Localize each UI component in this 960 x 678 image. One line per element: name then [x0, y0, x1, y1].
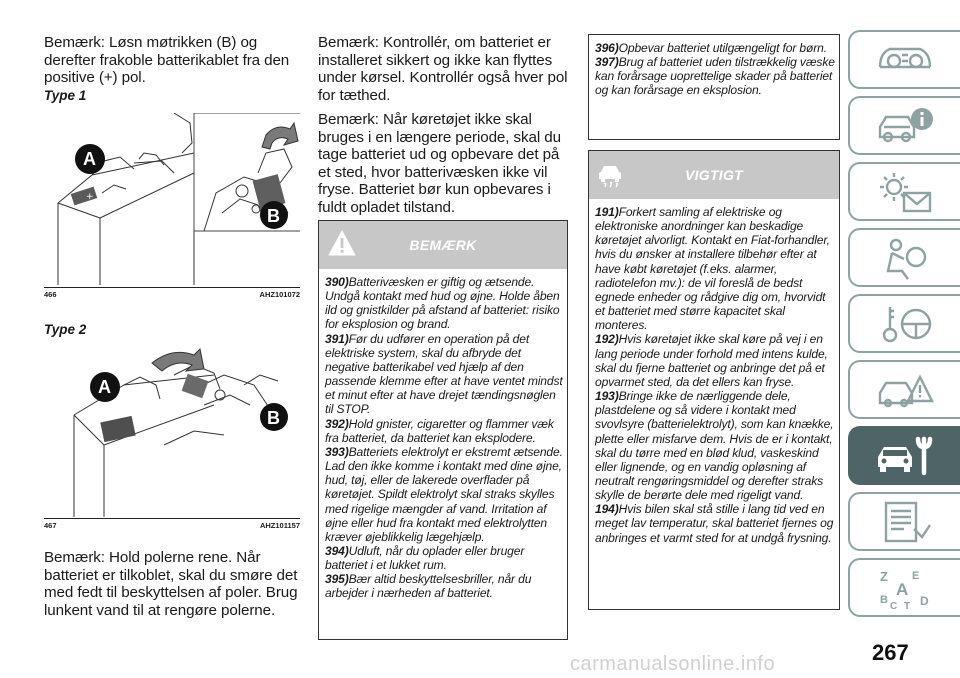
- continued-note-body: [589, 35, 839, 98]
- tab-specifications[interactable]: [848, 492, 960, 551]
- watermark: carmanualsonline.info: [570, 653, 776, 675]
- note-box-title: BEMÆRK: [409, 237, 477, 253]
- type2-heading: Type 2: [44, 322, 87, 337]
- important-item: 193)Bringe ikke de nærliggende dele, plastdelene og så videre i kontakt med svovlsyre (batterielektrolyt), som kan knække, plette eller misfarve dem. Hvis de er i kontakt, skal du tørre med en blød klud, vaskeskind eller lignende, og en vandig opløsning af neutralt rengøringsmiddel og derefter straks skylle de berørte dele med rigeligt vand.: [595, 389, 834, 503]
- note-item: 391)Før du udfører en operation på det elektriske system, skal du afbryde det negative batterikabel ved hjælp af den passende klemme efter at have ventet mindst et minut efter at have drejet tændingsnøglen til STOP.: [325, 331, 563, 417]
- important-box-header: [589, 151, 839, 199]
- paragraph-secure-battery: Bemærk: Kontrollér, om batteriet er installeret sikkert og ikke kan flyttes under kørsel. Kontrollér også hver pol for tæthed.: [318, 34, 568, 104]
- figure-battery-type1: [44, 113, 300, 285]
- important-box-body: [589, 199, 839, 545]
- figure2-divider: [44, 518, 300, 519]
- tab-car-info[interactable]: [848, 96, 960, 155]
- outro-paragraph: Bemærk: Hold polerne rene. Når batteriet er tilkoblet, skal du smøre det med fedt til beskyttelsen af poler. Brug lunkent vand til at rengøre polerne.: [44, 549, 298, 619]
- alphabet-index-icon: [874, 565, 936, 611]
- svg-text:+: +: [86, 192, 94, 202]
- car-wrench-icon: [874, 433, 936, 479]
- tab-emergency[interactable]: [848, 360, 960, 419]
- note-item: 397)Brug af batteriet uden tilstrækkelig væske kan forårsage uoprettelige skader på batteriet og kan forårsage en eksplosion.: [595, 55, 835, 98]
- svg-text:B: B: [880, 593, 888, 606]
- note-item: 390)Batterivæsken er giftig og ætsende. Undgå kontakt med hud og øjne. Holde åben ild og gnistkilder på afstand af batteriet: risiko for eksplosion og brand.: [325, 275, 560, 332]
- figure1-label-b: B: [267, 206, 280, 226]
- car-dashboard-icon: [874, 37, 936, 83]
- figure1-number: 466: [44, 290, 57, 299]
- note-box-body: [319, 269, 567, 601]
- important-item: 191)Forkert samling af elektriske og elektroniske anordninger kan beskadige køretøjet alvorligt. Kontakt en Fiat-forhandler, hvis du ønsker at installere tilbehør efter at have købt køretøjet (f.eks. alarmer, radiotelefon mv.): de vil foreslå de bedst egnede enheder og rådgive dig om, hvorvidt et batteriet med større kapacitet skal monteres.: [595, 205, 830, 333]
- battery-type1-illustration: [44, 113, 300, 285]
- note-box-header: [319, 221, 567, 269]
- svg-text:A: A: [896, 579, 909, 599]
- svg-text:E: E: [912, 569, 920, 582]
- car-warning-triangle-icon: [874, 367, 936, 413]
- continued-note-box: [588, 34, 840, 140]
- figure1-label-a: A: [83, 149, 96, 169]
- type1-heading: Type 1: [44, 88, 87, 103]
- intro-paragraph: Bemærk: Løsn møtrikken (B) og derefter frakoble batterikablet fra den positive (+) pol.: [44, 34, 290, 87]
- figure1-caption: [44, 290, 300, 299]
- important-item: 194)Hvis bilen skal stå stille i lang tid ved en meget lav temperatur, skal batteriet fjernes og anbringes et varmt sted for at undgå frysning.: [595, 502, 834, 545]
- tab-safety[interactable]: [848, 228, 960, 287]
- tab-dashboard[interactable]: [848, 30, 960, 89]
- car-info-icon: [874, 103, 936, 149]
- svg-text:Z: Z: [880, 568, 888, 584]
- tab-servicing-maintenance[interactable]: [848, 426, 960, 485]
- paragraph-storage: Bemærk: Når køretøjet ikke skal bruges i en længere periode, skal du tage batteriet ud og opbevare det på et sted, hvor batterivæsken ikke vil fryse. Batteriet bør kun opbevares i fuldt opladet tilstand.: [318, 111, 561, 216]
- figure2-number: 467: [44, 521, 57, 530]
- note-item: 392)Hold gnister, cigaretter og flammer væk fra batteriet, da batteriet kan eksplodere.: [325, 416, 554, 445]
- tab-index[interactable]: [848, 558, 960, 617]
- battery-type2-illustration: [44, 345, 300, 517]
- note-item: 395)Bær altid beskyttelsesbriller, når du arbejder i nærheden af batteriet.: [325, 572, 532, 601]
- figure2-label-b: B: [267, 408, 280, 428]
- important-box-title: VIGTIGT: [684, 167, 744, 183]
- note-item: 396)Opbevar batteriet utilgængeligt for børn.: [595, 41, 827, 55]
- figure2-label-a: A: [98, 377, 111, 397]
- figure1-code: AHZ101072: [259, 290, 300, 299]
- tab-lights-messages[interactable]: [848, 162, 960, 221]
- note-item: 393)Batteriets elektrolyt er ekstremt ætsende. Lad den ikke komme i kontakt med dine øjne, hud, tøj, eller de lakerede overflader på køretøjet. Spildt elektrolyt skal straks skylles med rigelige mængder af vand. Irritation af øjne eller hud fra kontakt med elektrolytten kræver øjeblikkelig lægehjælp.: [325, 444, 563, 544]
- figure1-divider: [44, 287, 300, 288]
- svg-text:D: D: [920, 593, 929, 608]
- important-item: 192)Hvis køretøjet ikke skal køre på vej i en lang periode under forhold med intens kulde, skal du fjerne batteriet og anbringe det på et opvarmet sted, da det ellers kan fryse.: [595, 332, 828, 389]
- figure2-code: AHZ101157: [259, 521, 300, 530]
- airbag-seat-icon: [874, 235, 936, 281]
- note-item: 394)Udluft, når du oplader eller bruger batteriet i et lukket rum.: [325, 543, 525, 573]
- note-box: [318, 220, 568, 640]
- important-box: [588, 150, 840, 610]
- page-number: 267: [872, 640, 909, 665]
- tab-starting-driving[interactable]: [848, 294, 960, 353]
- lights-message-icon: [874, 169, 936, 215]
- figure2-caption: [44, 521, 300, 530]
- key-steering-wheel-icon: [874, 301, 936, 347]
- svg-text:T: T: [904, 600, 911, 611]
- specifications-list-icon: [874, 499, 936, 545]
- figure-battery-type2: [44, 345, 300, 517]
- svg-text:C: C: [890, 600, 898, 611]
